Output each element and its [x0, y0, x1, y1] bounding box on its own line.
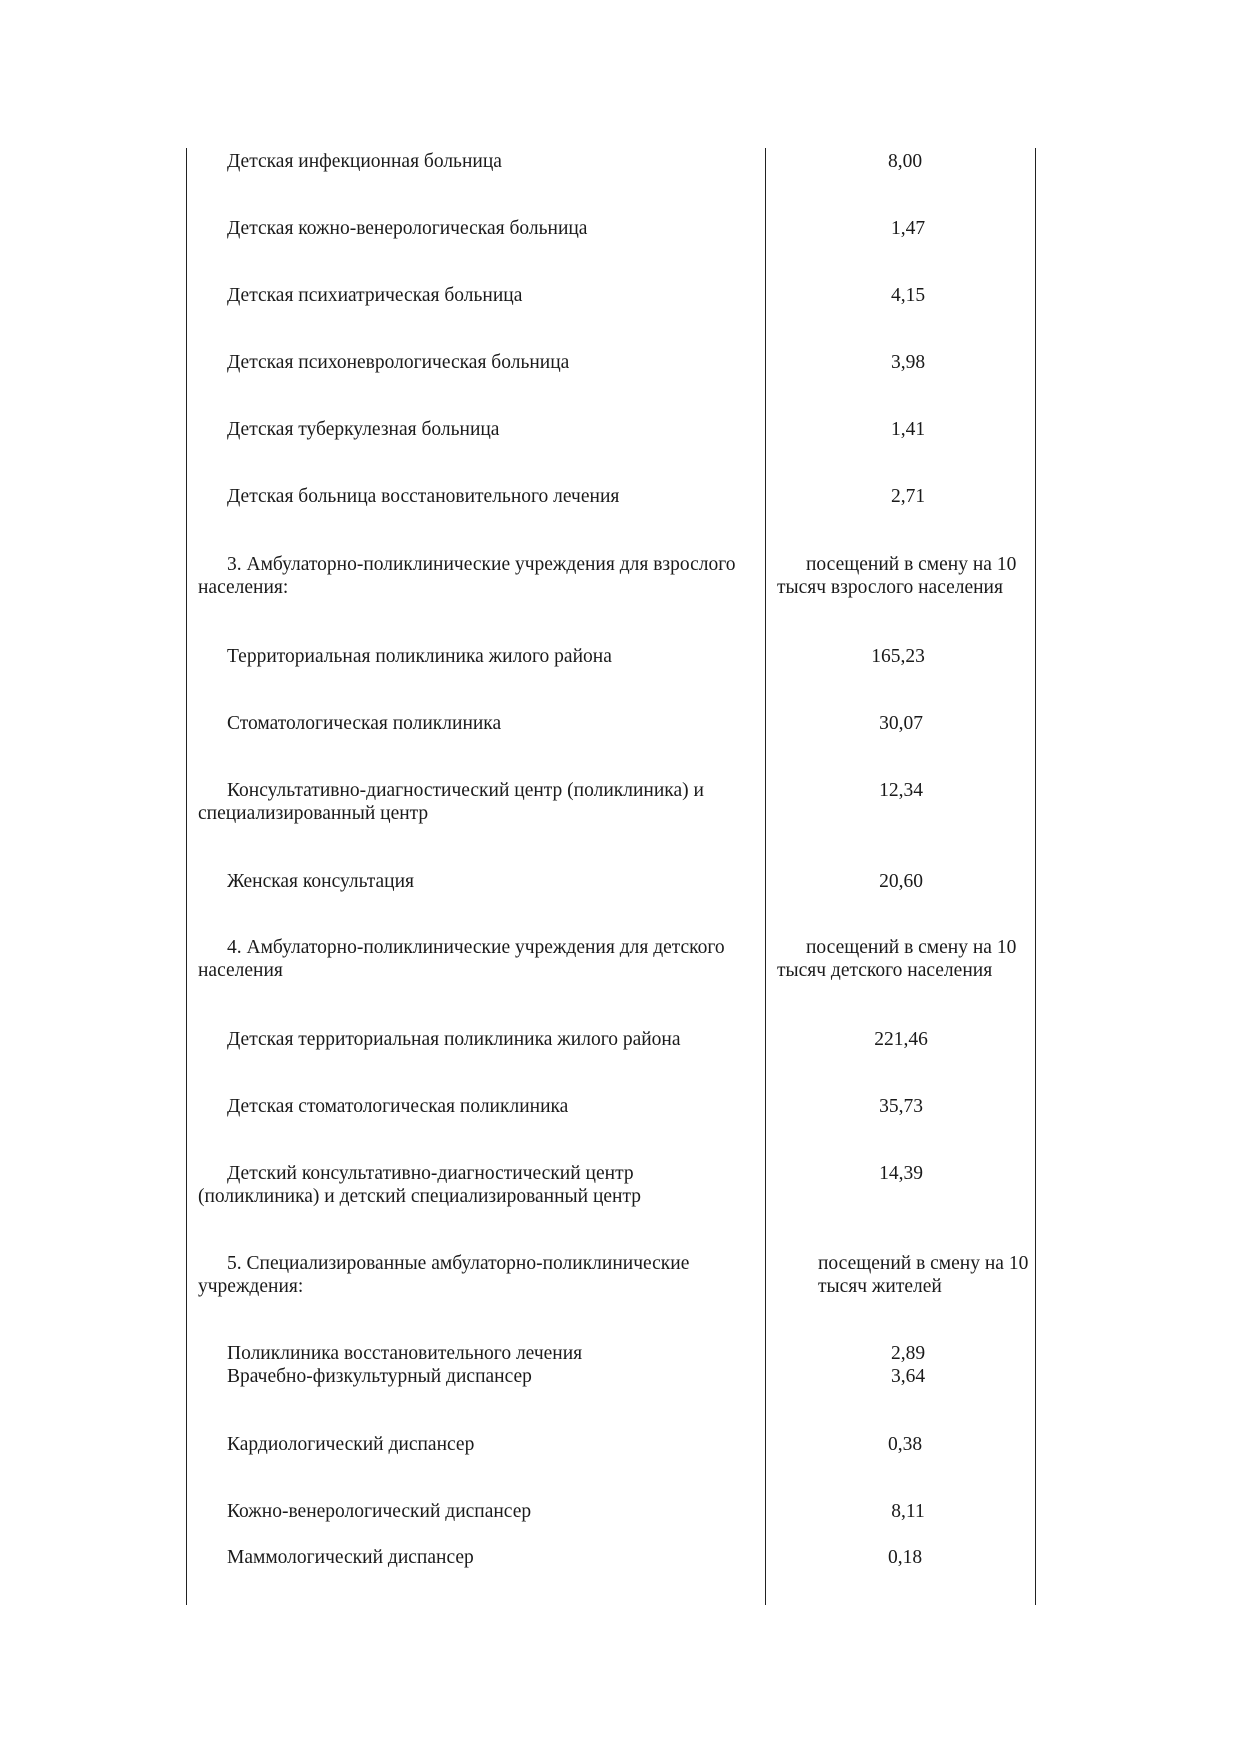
- norm-value: 2,71: [890, 486, 926, 507]
- facility-name: Врачебно-физкультурный диспансер: [227, 1366, 532, 1387]
- facility-name: Территориальная поликлиника жилого района: [227, 646, 612, 667]
- unit-label: посещений в смену на 10 тысяч взрослого населения: [777, 554, 1017, 598]
- facility-name: Маммологический диспансер: [227, 1547, 474, 1568]
- norm-value: 2,89: [890, 1343, 926, 1364]
- facility-name: Детский консультативно-диагностический центр (поликлиника) и детский специализированный центр: [198, 1163, 641, 1207]
- facility-name: Стоматологическая поликлиника: [227, 713, 502, 734]
- norm-value: 4,15: [890, 285, 926, 306]
- norm-value: 221,46: [874, 1029, 928, 1050]
- section-heading: 3. Амбулаторно-поликлинические учреждения для взрослого населения:: [198, 554, 736, 598]
- norm-value: 12,34: [879, 780, 923, 801]
- table-left-border: [186, 148, 187, 1605]
- norm-value: 0,18: [887, 1547, 923, 1568]
- norm-value: 165,23: [871, 646, 925, 667]
- facility-name: Поликлиника восстановительного лечения: [227, 1343, 583, 1364]
- norm-value: 1,41: [890, 419, 926, 440]
- norm-value: 8,11: [891, 1501, 925, 1522]
- unit-label: посещений в смену на 10 тысяч детского населения: [777, 937, 1017, 981]
- facility-name: Кожно-венерологический диспансер: [227, 1501, 532, 1522]
- facility-name: Детская территориальная поликлиника жилого района: [227, 1029, 681, 1050]
- facility-name: Детская психиатрическая больница: [227, 285, 523, 306]
- norm-value: 30,07: [879, 713, 923, 734]
- facility-name: Детская стоматологическая поликлиника: [227, 1096, 569, 1117]
- section-heading: 4. Амбулаторно-поликлинические учреждения для детского населения: [198, 937, 725, 981]
- facility-name: Женская консультация: [227, 871, 415, 892]
- norm-value: 20,60: [879, 871, 923, 892]
- facility-name: Детская инфекционная больница: [227, 151, 502, 172]
- facility-name: Детская больница восстановительного лечения: [227, 486, 620, 507]
- section-heading: 5. Специализированные амбулаторно-поликлинические учреждения:: [198, 1253, 690, 1297]
- norm-value: 1,47: [890, 218, 926, 239]
- unit-label: посещений в смену на 10 тысяч жителей: [818, 1253, 1029, 1297]
- norm-value: 8,00: [887, 151, 923, 172]
- facility-name: Детская кожно-венерологическая больница: [227, 218, 588, 239]
- table-column-divider: [765, 148, 766, 1605]
- norm-value: 35,73: [879, 1096, 923, 1117]
- facility-name: Кардиологический диспансер: [227, 1434, 475, 1455]
- facility-name: Детская психоневрологическая больница: [227, 352, 570, 373]
- facility-name: Детская туберкулезная больница: [227, 419, 500, 440]
- facility-name: Консультативно-диагностический центр (поликлиника) и специализированный центр: [198, 780, 704, 824]
- norm-value: 3,98: [890, 352, 926, 373]
- norm-value: 14,39: [879, 1163, 923, 1184]
- norm-value: 3,64: [890, 1366, 926, 1387]
- norm-value: 0,38: [887, 1434, 923, 1455]
